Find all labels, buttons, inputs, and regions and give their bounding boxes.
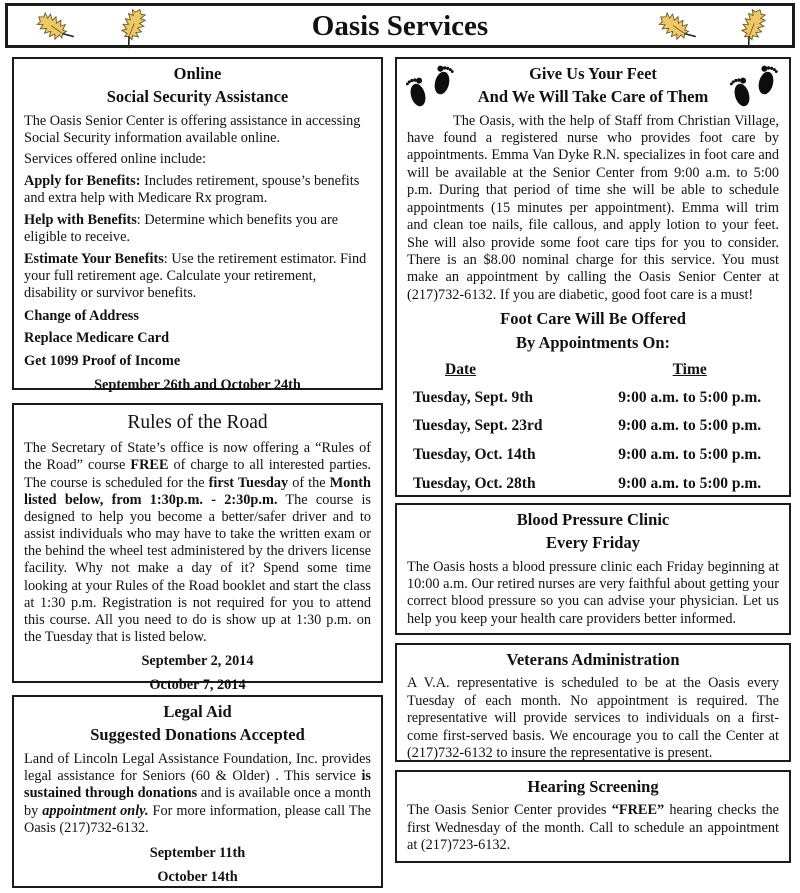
section-subtitle: Social Security Assistance [106,87,289,107]
section-title: Blood Pressure Clinic [516,510,670,529]
foot-care-schedule-table [407,356,779,499]
section-title: Hearing Screening [527,777,659,796]
foot-care-offer-line1: Foot Care Will Be Offered [500,309,686,329]
section-legal-aid [12,695,383,888]
schedule-time: 9:00 a.m. to 5:00 p.m. [618,446,762,464]
blood-pressure-body-text: The Oasis hosts a blood pressure clinic each Friday beginning at 10:00 a.m. Our retired nurses are very faithful about getting your correct blood pressure so you can advise your physician. Let us help you keep your health care providers better informed. [407,558,779,627]
legal-date: October 14th [157,869,238,886]
section-subtitle: And We Will Take Care of Them [477,87,709,107]
schedule-time: 9:00 a.m. to 5:00 p.m. [618,474,762,492]
page-title: Oasis Services [311,10,489,42]
schedule-header-time: Time [672,360,707,378]
header-banner [5,3,795,48]
section-subtitle: Every Friday [546,533,640,553]
section-veterans-administration [395,643,791,762]
rules-date: September 2, 2014 [141,653,254,670]
section-foot-care [395,57,791,497]
online-item-estimate: Estimate Your Benefits: Use the retirement estimator. Find your full retirement age. Calculate your retirement, disability or survivor benefits. [24,250,367,302]
online-item-apply: Apply for Benefits: Includes retirement, spouse’s benefits and extra help with Medicare Rx program. [24,172,360,207]
hearing-body-text: The Oasis Senior Center provides “FREE” hearing checks the first Wednesday of the month. Call to schedule an appointment at (217)723-6132. [407,802,779,854]
footprints-icon [404,64,458,114]
legal-date: September 11th [149,844,246,861]
schedule-header-date: Date [445,360,476,378]
foot-care-offer-line2: By Appointments On: [515,332,671,352]
foot-care-body-text: The Oasis, with the help of Staff from Christian Village, have found a registered nurse who provides foot care by appointments. Emma Van Dyke R.N. specializes in foot care and will be available at the Senior Center from 9:00 a.m. to 5:00 p.m. During that period of time she will be able to schedule appointments (15 minutes per appointment). Emma will trim and clean toe nails, file callous, and apply lotion to your feet. She will also provide some foot care tips for you to consider. There is an $8.00 nominal charge for this service. You must make an appointment by calling the Oasis Senior Center at (217)732-6132. If you are diabetic, good foot care is a must! [407,112,779,303]
section-title: Veterans Administration [506,650,680,669]
veterans-body-text: A V.A. representative is scheduled to be at the Oasis every Tuesday of each month. No appointment is required. The representative will provide services to individuals on a first- come first-served basis. We encourage you to call the Center at (217)732-6132 to insure the representative is present. [407,675,779,762]
schedule-time: 9:00 a.m. to 5:00 p.m. [618,417,762,435]
section-title: Rules of the Road [127,412,268,433]
online-dates: September 26th and October 24th [94,377,301,394]
section-title: Online [173,64,222,83]
schedule-date: Tuesday, Sept. 9th [413,388,534,406]
online-bold-line: Replace Medicare Card [24,330,170,347]
section-online-social-security [12,57,383,394]
online-bold-line: Change of Address [24,307,139,324]
section-rules-of-the-road [12,403,383,694]
footprints-icon [728,64,782,114]
section-title: Give Us Your Feet [529,64,657,83]
schedule-date: Tuesday, Sept. 23rd [413,417,543,435]
section-title: Legal Aid [163,702,232,721]
rules-body-text: The Secretary of State’s office is now offering a “Rules of the Road” course FREE of charge to all interested parties. The course is scheduled for the first Tuesday of the Month listed below, from 1:30p.m. - 2:30p.m. The course is designed to help you become a better/safer driver and to assist individuals who may have to take the written exam or the behind the wheel test administered by the drivers license facility. Why not make a day of it? Spend some time looking at your Rules of the Road booklet and start the class at 1:30 p.m. Registration is not required for you to attend this course. All you need to do is show up at 1:30 p.m. on the Tuesday that is listed below. [24,440,371,646]
online-bold-line: Get 1099 Proof of Income [24,352,181,369]
online-services-line: Services offered online include: [24,151,206,168]
section-hearing-screening [395,770,791,863]
online-item-help: Help with Benefits: Determine which benefits you are eligible to receive. [24,211,339,246]
online-intro-text: The Oasis Senior Center is offering assistance in accessing Social Security information available online. [24,112,361,146]
rules-date: October 7, 2014 [149,677,246,694]
section-subtitle: Suggested Donations Accepted [90,725,305,745]
section-blood-pressure-clinic [395,503,791,635]
schedule-date: Tuesday, Oct. 28th [413,474,536,492]
schedule-time: 9:00 a.m. to 5:00 p.m. [618,388,762,406]
schedule-date: Tuesday, Oct. 14th [413,446,536,464]
legal-body-text: Land of Lincoln Legal Assistance Foundation, Inc. provides legal assistance for Seniors (60 & Older) . This service is sustained through donations and is available once a month by appointment only. For more information, please call The Oasis (217)732-6132. [24,750,372,837]
